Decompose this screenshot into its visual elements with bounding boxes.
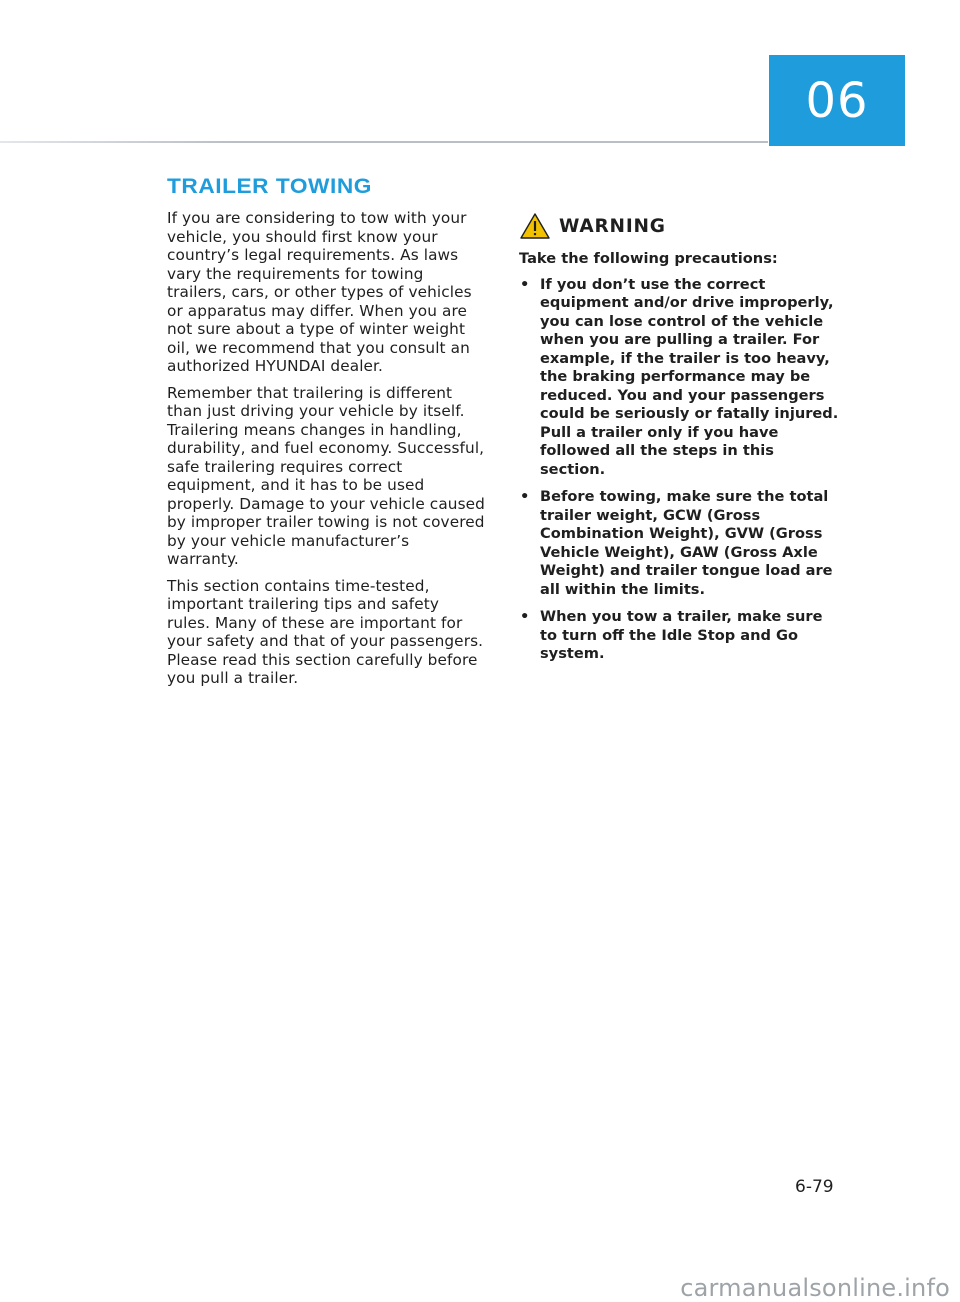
bullet-icon: •: [520, 488, 530, 505]
body-column-left: [167, 209, 485, 696]
warning-box: [519, 212, 841, 673]
header-rule: [0, 141, 768, 143]
paragraph-intro: If you are considering to tow with your vehicle, you should first know your country’s legal requirements. As laws vary the requirements for towing trailers, cars, or other types of vehicles or apparatus may differ. When you are not sure about a type of winter weight oil, we recommend that you consult an authorized HYUNDAI dealer.: [167, 209, 472, 375]
bullet-icon: •: [520, 275, 530, 293]
warning-item: [519, 608, 841, 664]
warning-list: [519, 276, 841, 664]
page-number: 6-79: [795, 1177, 834, 1197]
chapter-number: 06: [805, 72, 869, 129]
warning-item-text: If you don’t use the correct equipment and/or drive improperly, you can lose control of the vehicle when you are pulling a trailer. For example, if the trailer is too heavy, the braking performance may be reduced. You and your passengers could be seriously or fatally injured. Pull a trailer only if you have followed all the steps in this section.: [540, 275, 839, 478]
paragraph-section-info: This section contains time-tested, important trailering tips and safety rules. Many of these are important for your safety and that of your passengers. Please read this section carefully before you pull a trailer.: [167, 576, 484, 687]
warning-item: [519, 276, 841, 480]
bullet-icon: •: [520, 608, 530, 625]
warning-intro: Take the following precautions:: [519, 250, 778, 267]
section-title: TRAILER TOWING: [167, 175, 372, 198]
warning-item-text: When you tow a trailer, make sure to turn off the Idle Stop and Go system.: [540, 608, 823, 662]
warning-triangle-icon: [519, 212, 551, 240]
warning-title: WARNING: [559, 215, 666, 237]
warning-header: [519, 212, 841, 240]
warning-item: [519, 488, 841, 599]
watermark: carmanualsonline.info: [680, 1274, 950, 1302]
warning-item-text: Before towing, make sure the total trailer weight, GCW (Gross Combination Weight), GVW (Gross Vehicle Weight), GAW (Gross Axle Weight) and trailer tongue load are all within the limits.: [540, 488, 833, 598]
paragraph-trailering: Remember that trailering is different than just driving your vehicle by itself. Trailering means changes in handling, durability, and fuel economy. Successful, safe trailering requires correct equipment, and it has to be used properly. Damage to your vehicle caused by improper trailer towing is not covered by your vehicle manufacturer’s warranty.: [167, 383, 485, 568]
chapter-tab: [769, 55, 905, 146]
